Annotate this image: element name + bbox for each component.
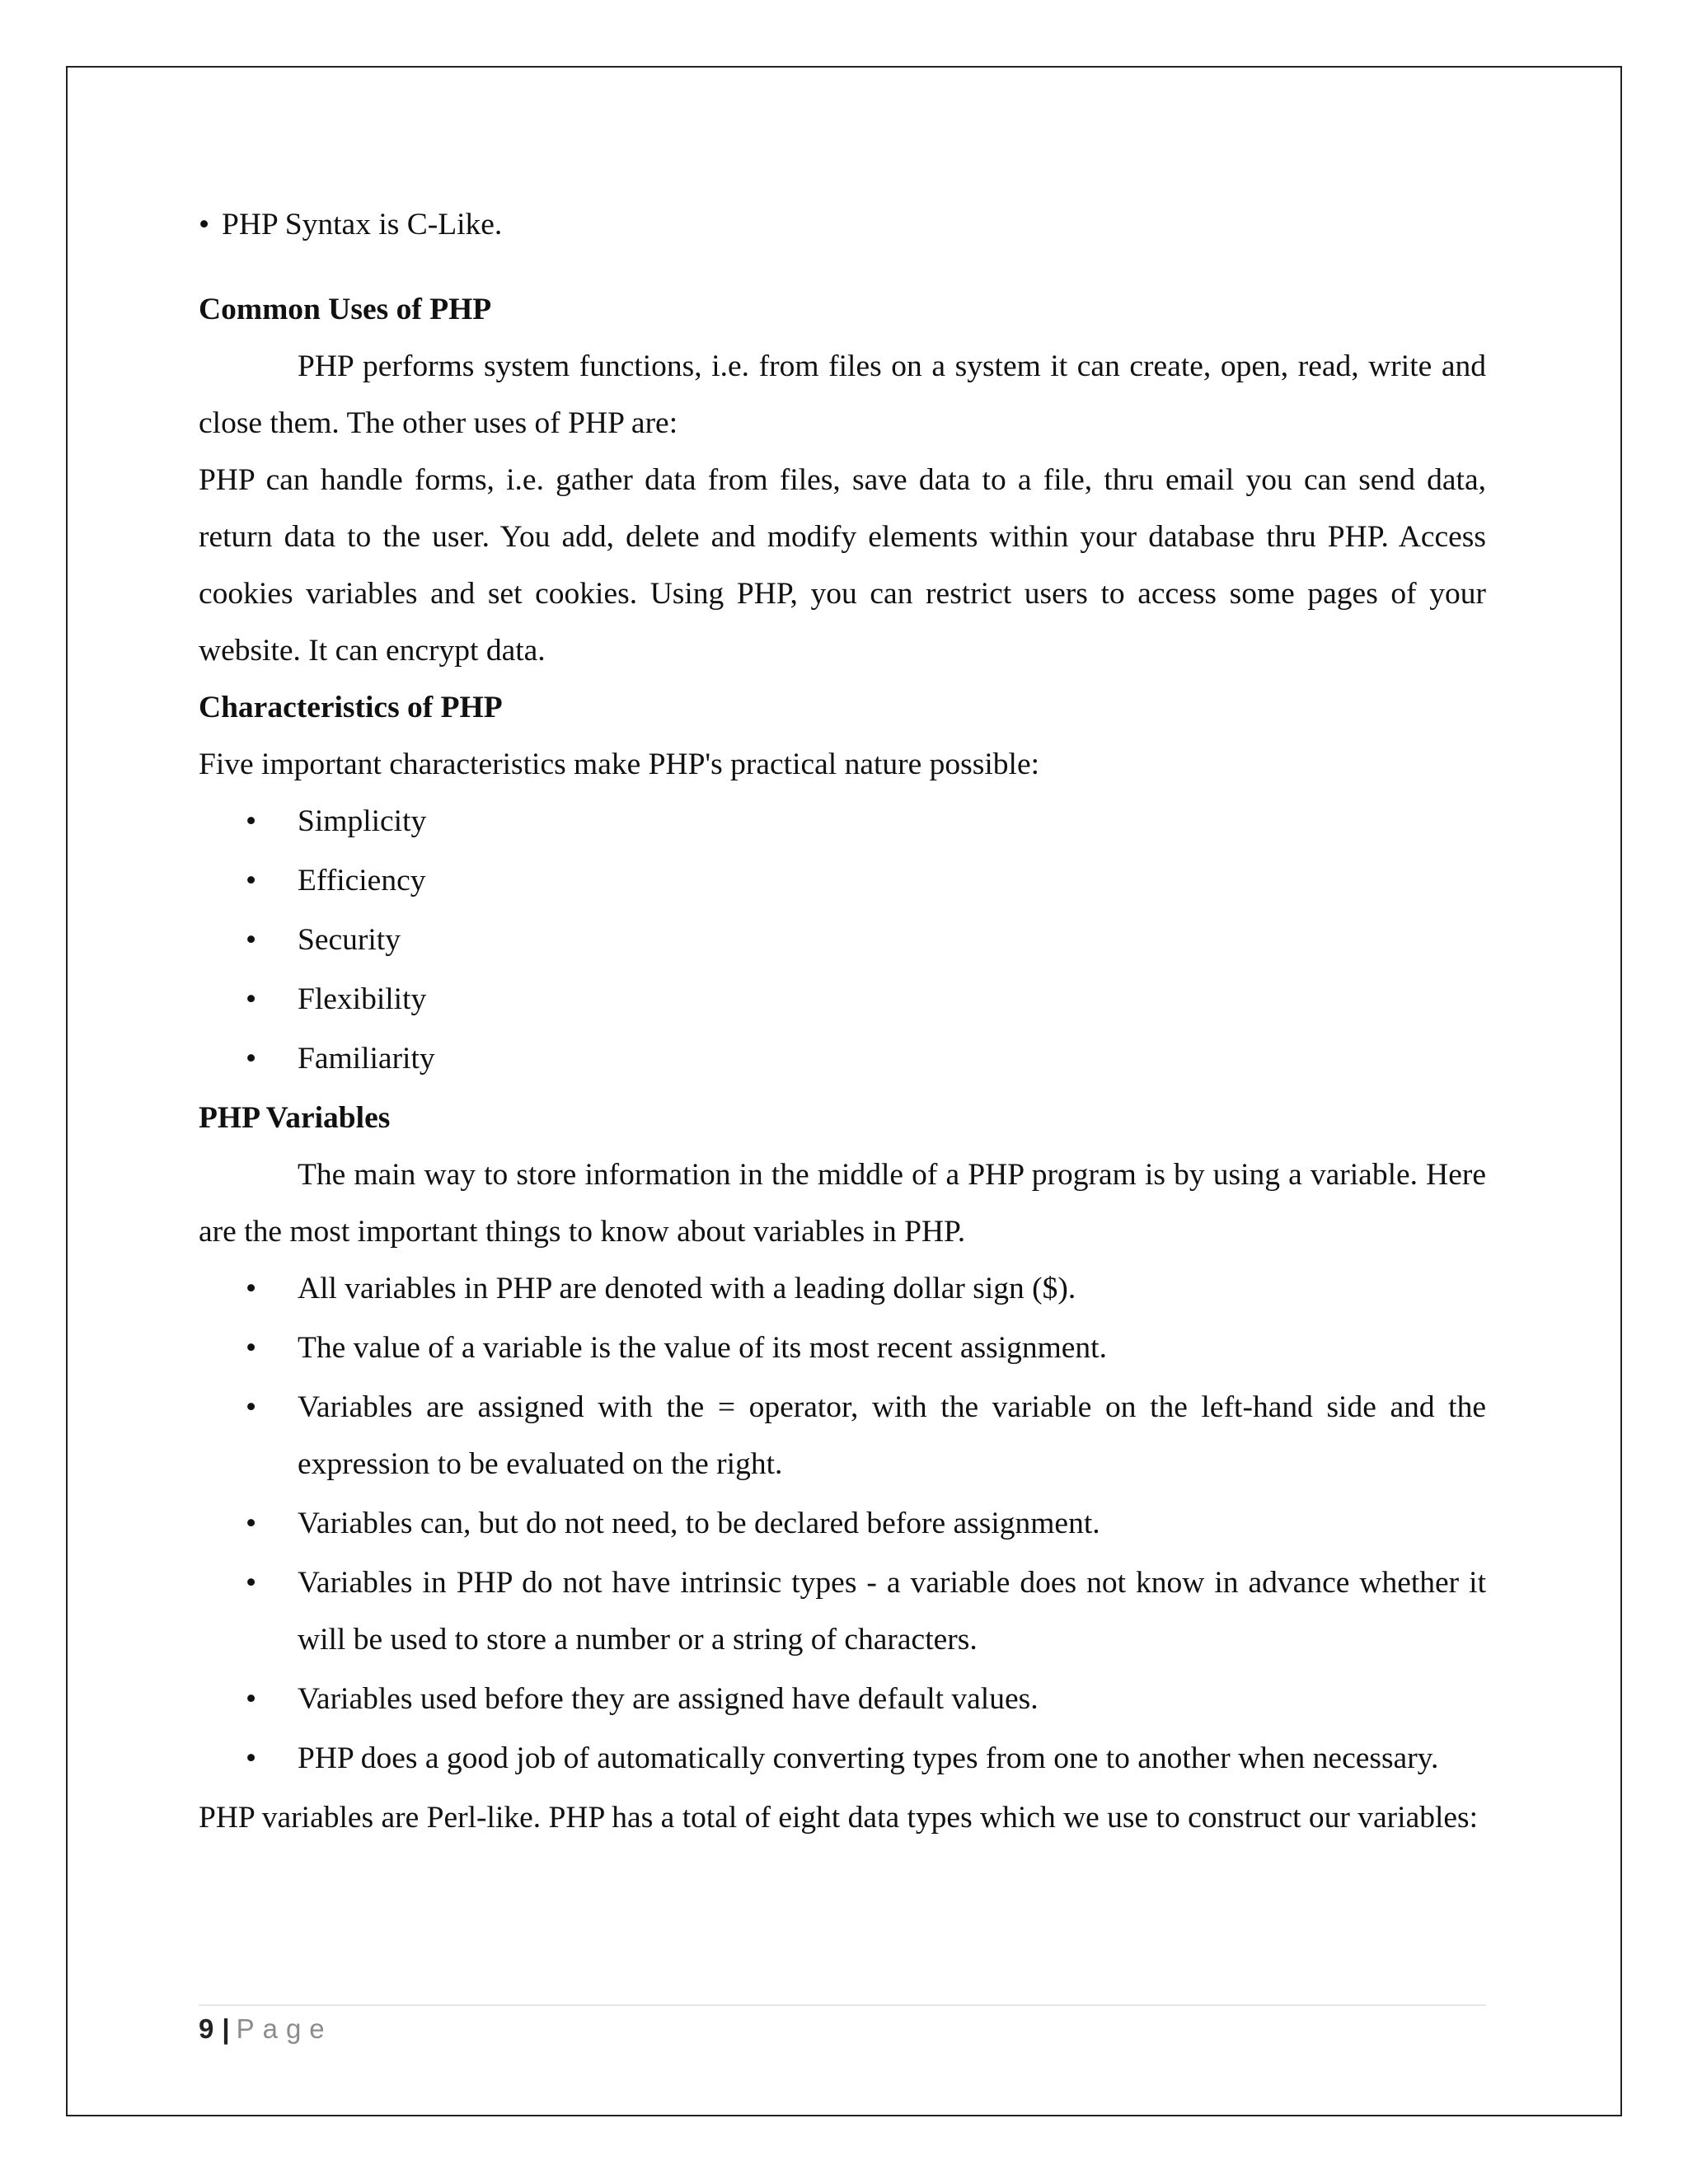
document-body [199,196,1486,1846]
variables-list [199,1260,1486,1787]
list-item [199,1495,1486,1552]
list-item-text: Variables used before they are assigned have default values. [298,1682,1039,1716]
page-label: Page [236,2013,333,2044]
list-item [199,852,1486,909]
page-footer [199,2011,333,2047]
bullet-icon: • [246,982,257,1016]
paragraph-characteristics-intro: Five important characteristics make PHP's practical nature possible: [199,748,1040,781]
list-item [199,971,1486,1028]
list-item [199,1554,1486,1668]
characteristics-list [199,793,1486,1087]
heading-php-variables: PHP Variables [199,1101,391,1135]
footer-separator: | [222,2013,230,2044]
bullet-icon: • [246,1566,257,1600]
heading-characteristics: Characteristics of PHP [199,691,503,724]
list-item-text: Flexibility [298,982,427,1016]
list-item-text: PHP does a good job of automatically converting types from one to another when necessary. [298,1741,1439,1775]
bullet-icon: • [246,1042,257,1076]
list-item-text: The value of a variable is the value of its most recent assignment. [298,1331,1107,1365]
list-item [199,1319,1486,1376]
bullet-icon: • [199,208,210,241]
list-item-text: Simplicity [298,804,427,838]
paragraph-variables-intro: The main way to store information in the middle of a PHP program is by using a variable. Here are the most important things to know about variables in PHP. [199,1158,1486,1249]
list-item-text: Variables are assigned with the = operator, with the variable on the left-hand side and the expression to be evaluated on the right. [298,1390,1486,1481]
heading-common-uses: Common Uses of PHP [199,293,492,326]
bullet-icon: • [246,1331,257,1365]
list-item-text: Variables in PHP do not have intrinsic types - a variable does not know in advance whether it will be used to store a number or a string of characters. [298,1566,1486,1657]
bullet-icon: • [246,1741,257,1775]
page-number: 9 [199,2013,214,2044]
list-item [199,1730,1486,1787]
bullet-icon: • [246,1272,257,1305]
paragraph-common-uses-2: PHP can handle forms, i.e. gather data from files, save data to a file, thru email you can send data, return data to the user. You add, delete and modify elements within your database thru PHP. Access cookies variables and set cookies. Using PHP, you can restrict users to access some pages of your website. It can encrypt data. [199,463,1486,668]
list-item-text: Variables can, but do not need, to be declared before assignment. [298,1507,1100,1540]
list-item [199,793,1486,850]
bullet-icon: • [246,1682,257,1716]
bullet-icon: • [246,1390,257,1424]
bullet-icon: • [246,1507,257,1540]
list-item-text: All variables in PHP are denoted with a leading dollar sign ($). [298,1272,1076,1305]
list-item-text: Security [298,923,401,957]
bullet-icon: • [246,923,257,957]
bullet-icon: • [246,864,257,898]
list-item [199,1379,1486,1493]
intro-bullet-text: PHP Syntax is C-Like. [222,208,503,241]
list-item [199,1260,1486,1317]
paragraph-variables-closing: PHP variables are Perl-like. PHP has a total of eight data types which we use to construct our variables: [199,1801,1479,1835]
footer-divider [199,2004,1486,2006]
list-item [199,1030,1486,1087]
list-item-text: Familiarity [298,1042,435,1076]
list-item [199,912,1486,968]
intro-bullet [199,196,1486,253]
paragraph-common-uses-1: PHP performs system functions, i.e. from files on a system it can create, open, read, write and close them. The other uses of PHP are: [199,349,1486,440]
list-item [199,1671,1486,1727]
list-item-text: Efficiency [298,864,426,898]
bullet-icon: • [246,804,257,838]
